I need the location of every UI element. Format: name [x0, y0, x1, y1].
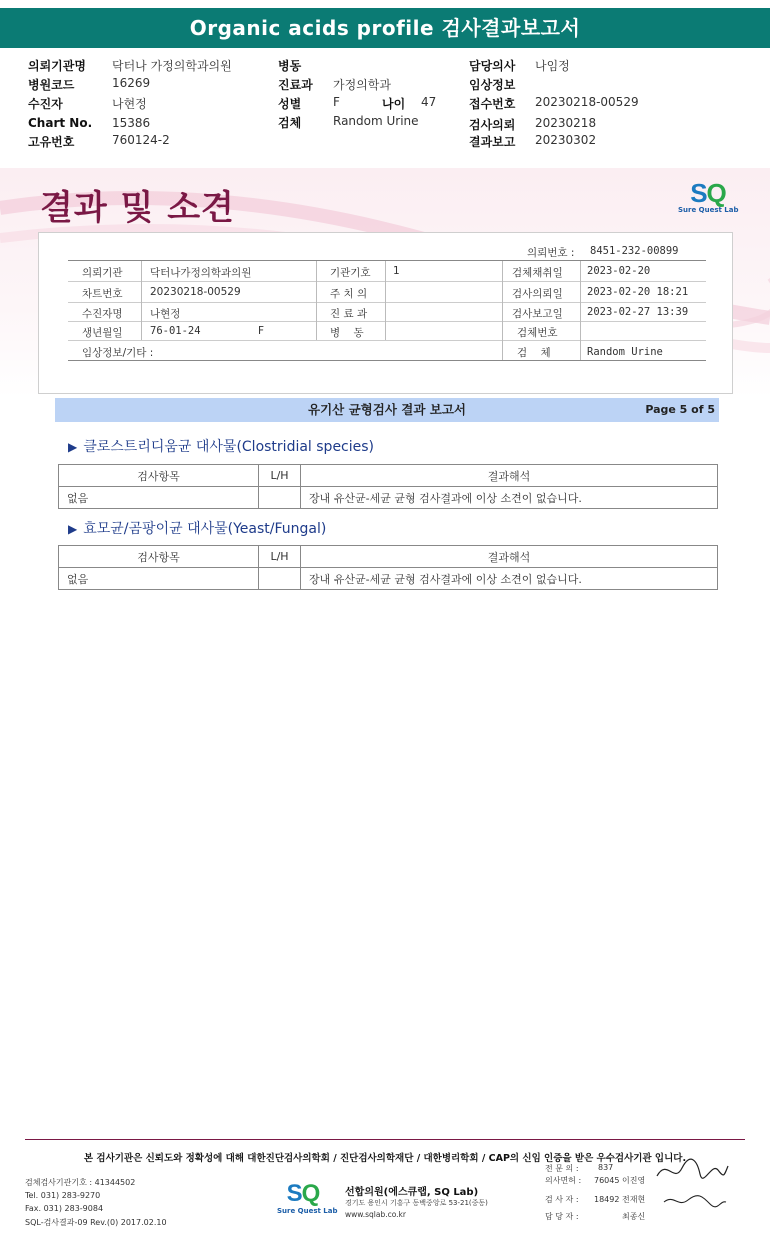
- info-label: 수진자명: [82, 308, 123, 320]
- table-header: 검사항목: [59, 546, 259, 568]
- info-value: 나현정: [150, 308, 181, 320]
- meta-age-value: 47: [421, 95, 437, 109]
- block-title-clostridial: ▶ 클로스트리디움균 대사물(Clostridial species): [68, 439, 375, 455]
- info-row-divider: [68, 260, 706, 261]
- meta-specimen: 검체: [278, 116, 302, 130]
- request-no: 8451-232-00899: [590, 245, 679, 257]
- info-label: 주 치 의: [330, 288, 368, 300]
- table-cell: 장내 유산균-세균 균형 검사결과에 이상 소견이 없습니다.: [301, 568, 718, 590]
- info-label: 진 료 과: [330, 308, 368, 320]
- info-label: 차트번호: [82, 288, 123, 300]
- info-value: 2023-02-20 18:21: [587, 286, 689, 298]
- meta-department: 진료과: [278, 78, 313, 92]
- staff-label: 의사면허 :: [545, 1176, 582, 1185]
- org-website: www.sqlab.co.kr: [345, 1210, 406, 1219]
- info-col-divider: [502, 261, 503, 360]
- request-no-label: 의뢰번호 :: [527, 247, 575, 259]
- footer-sq-logo: SQ Sure Quest Lab: [277, 1180, 338, 1215]
- info-col-divider: [580, 261, 581, 360]
- table-header: 검사항목: [59, 465, 259, 487]
- sq-logo: SQ Sure Quest Lab: [678, 178, 739, 214]
- info-row-divider: [68, 321, 706, 322]
- meta-chart-no-value: 15386: [112, 116, 151, 130]
- staff-label: 담 당 자 :: [545, 1212, 579, 1221]
- staff-value: 18492 전재현: [594, 1195, 646, 1204]
- meta-requester: 의뢰기관명: [28, 59, 86, 73]
- section-title: 결과 및 소견: [40, 188, 235, 228]
- meta-request-date: 검사의뢰: [469, 118, 516, 132]
- table-header: 결과해석: [301, 465, 718, 487]
- staff-label: 전 문 의 :: [545, 1164, 579, 1173]
- info-label: 임상정보/기타 :: [82, 347, 154, 359]
- staff-value: 최종신: [622, 1212, 646, 1221]
- info-value: 1: [393, 265, 400, 277]
- info-label: 검 체: [517, 347, 551, 359]
- meta-unique-no-value: 760124-2: [112, 133, 170, 147]
- meta-report-date-value: 20230302: [535, 133, 597, 147]
- meta-clinical-info: 임상정보: [469, 78, 516, 92]
- result-table: [58, 464, 718, 509]
- info-col-divider: [141, 261, 142, 340]
- table-header: L/H: [259, 546, 301, 568]
- staff-label: 검 사 자 :: [545, 1195, 579, 1204]
- meta-hospital-code: 병원코드: [28, 78, 75, 92]
- info-value: 2023-02-20: [587, 265, 651, 277]
- org-address: 경기도 용인시 기흥구 동백중앙로 53-21(중동): [345, 1199, 488, 1207]
- meta-patient-value: 나현정: [112, 97, 147, 111]
- info-label: 검사의뢰일: [512, 288, 563, 300]
- info-value: 76-01-24: [150, 325, 201, 337]
- info-label: 병 동: [330, 327, 364, 339]
- info-label: 검체채취일: [512, 267, 563, 279]
- info-label: 생년월일: [82, 327, 123, 339]
- meta-hospital-code-value: 16269: [112, 76, 151, 90]
- meta-requester-value: 닥터나 가정의학과의원: [112, 59, 232, 73]
- table-cell: 장내 유산균-세균 균형 검사결과에 이상 소견이 없습니다.: [301, 487, 718, 509]
- info-row-divider: [68, 281, 706, 282]
- table-cell: [259, 568, 301, 590]
- meta-age: 나이: [382, 97, 406, 111]
- signature-image: [660, 1190, 730, 1212]
- info-col-divider: [385, 261, 386, 340]
- info-value: 2023-02-27 13:39: [587, 306, 689, 318]
- info-label: 검체번호: [517, 327, 558, 339]
- meta-unique-no: 고유번호: [28, 135, 75, 149]
- result-table: [58, 545, 718, 590]
- triangle-icon: ▶: [68, 440, 78, 454]
- staff-value: 76045 이진영: [594, 1176, 646, 1185]
- info-label: 검사보고일: [512, 308, 563, 320]
- meta-patient: 수진자: [28, 97, 63, 111]
- table-cell: 없음: [59, 568, 259, 590]
- table-row: [59, 487, 718, 509]
- footer-info: Fax. 031) 283-9084: [25, 1204, 104, 1213]
- info-row-divider: [68, 340, 706, 341]
- meta-chart-no: Chart No.: [28, 116, 93, 130]
- info-value: 20230218-00529: [150, 286, 241, 298]
- meta-report-date: 결과보고: [469, 135, 516, 149]
- table-header: L/H: [259, 465, 301, 487]
- meta-request-date-value: 20230218: [535, 116, 597, 130]
- report-subtitle: 유기산 균형검사 결과 보고서: [308, 402, 466, 417]
- info-value: 닥터나가정의학과의원: [150, 267, 252, 279]
- table-row: [59, 568, 718, 590]
- info-label: 의뢰기관: [82, 267, 123, 279]
- meta-receipt-no-value: 20230218-00529: [535, 95, 639, 109]
- meta-department-value: 가정의학과: [333, 78, 391, 92]
- staff-value: 837: [598, 1163, 614, 1172]
- triangle-icon: ▶: [68, 522, 78, 536]
- info-value: F: [258, 325, 265, 337]
- org-name: 선합의원(에스큐랩, SQ Lab): [345, 1187, 479, 1198]
- certification-text: 본 검사기관은 신뢰도와 정확성에 대해 대한진단검사의학회 / 진단검사의학재단 / 대한병리학회 / CAP의 신임 인증을 받은 우수검사기관 입니다.: [83, 1153, 687, 1164]
- meta-doctor-value: 나임정: [535, 59, 570, 73]
- info-row-divider: [68, 302, 706, 303]
- footer-info: Tel. 031) 283-9270: [25, 1191, 101, 1200]
- block-title-yeast: ▶ 효모균/곰팡이균 대사물(Yeast/Fungal): [68, 521, 327, 537]
- table-cell: 없음: [59, 487, 259, 509]
- footer-divider: [25, 1139, 745, 1140]
- signature-image: [652, 1156, 732, 1186]
- info-value: Random Urine: [587, 346, 663, 358]
- footer-info: 검체검사기관기호 : 41344502: [25, 1178, 136, 1187]
- info-col-divider: [316, 261, 317, 340]
- meta-receipt-no: 접수번호: [469, 97, 516, 111]
- info-label: 기관기호: [330, 267, 371, 279]
- table-header: 결과해석: [301, 546, 718, 568]
- info-row-divider: [68, 360, 706, 361]
- report-title: Organic acids profile 검사결과보고서: [0, 8, 770, 48]
- meta-sex-value: F: [333, 95, 340, 109]
- meta-specimen-value: Random Urine: [333, 114, 419, 128]
- meta-sex: 성별: [278, 97, 302, 111]
- meta-ward: 병동: [278, 59, 302, 73]
- footer-info: SQL-검사결과-09 Rev.(0) 2017.02.10: [25, 1218, 167, 1227]
- meta-doctor: 담당의사: [469, 59, 516, 73]
- table-cell: [259, 487, 301, 509]
- page-number: Page 5 of 5: [645, 403, 715, 416]
